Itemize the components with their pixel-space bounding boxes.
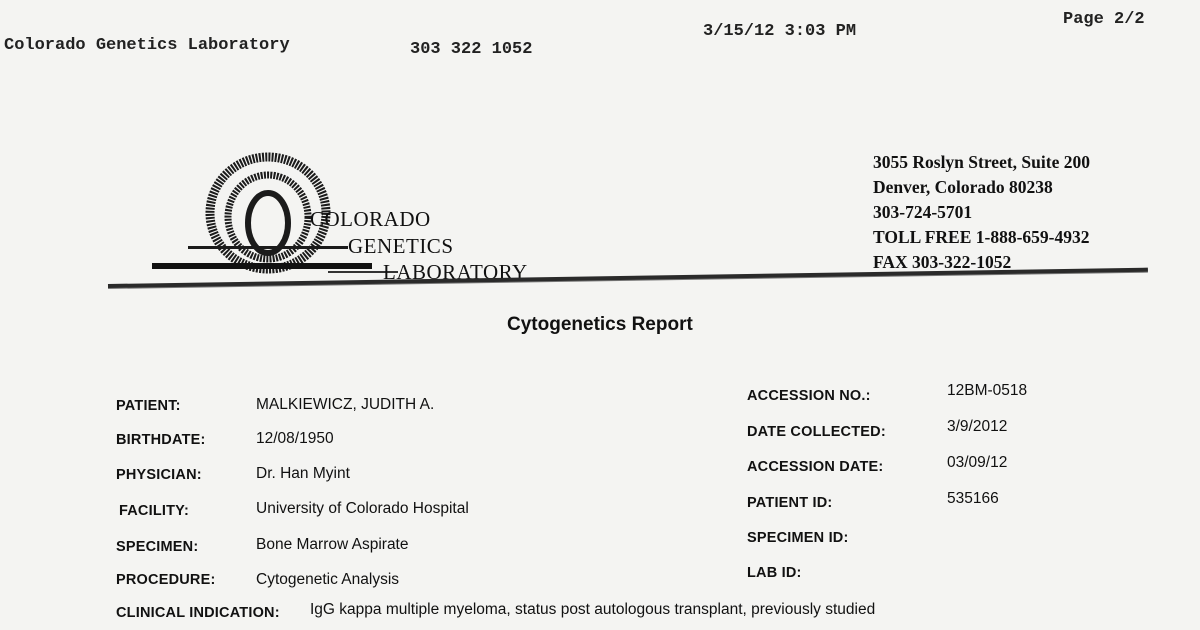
physician-label: PHYSICIAN: xyxy=(116,467,202,483)
address-city: Denver, Colorado 80238 xyxy=(873,177,1053,197)
fax-sender: Colorado Genetics Laboratory xyxy=(4,36,290,55)
address-phone: 303-724-5701 xyxy=(873,202,973,222)
fax-phone: 303 322 1052 xyxy=(410,40,533,59)
lab-address xyxy=(873,150,1090,275)
facility-value: University of Colorado Hospital xyxy=(256,500,469,517)
logo-text-colorado: COLORADO xyxy=(310,207,431,231)
accession-no-value: 12BM-0518 xyxy=(947,382,1028,399)
date-collected-label: DATE COLLECTED: xyxy=(747,424,886,440)
accession-no-label: ACCESSION NO.: xyxy=(747,388,871,404)
birthdate-value: 12/08/1950 xyxy=(256,430,334,447)
specimen-label: SPECIMEN: xyxy=(116,539,199,555)
clinical-indication-label: CLINICAL INDICATION: xyxy=(116,605,280,621)
lab-id-label: LAB ID: xyxy=(747,565,802,581)
patient-label: PATIENT: xyxy=(116,398,181,414)
birthdate-label: BIRTHDATE: xyxy=(116,432,206,448)
logo-text-genetics: GENETICS xyxy=(348,234,454,258)
facility-label: FACILITY: xyxy=(119,503,189,519)
address-toll-free: TOLL FREE 1-888-659-4932 xyxy=(873,227,1090,247)
specimen-id-label: SPECIMEN ID: xyxy=(747,530,849,546)
fax-page-number: Page 2/2 xyxy=(1063,10,1145,29)
patient-value: MALKIEWICZ, JUDITH A. xyxy=(256,396,435,413)
procedure-label: PROCEDURE: xyxy=(116,572,216,588)
fax-header xyxy=(0,0,1200,70)
address-fax: FAX 303-322-1052 xyxy=(873,252,1012,272)
physician-value: Dr. Han Myint xyxy=(256,465,350,482)
patient-id-value: 535166 xyxy=(947,490,999,507)
date-collected-value: 3/9/2012 xyxy=(947,418,1008,435)
patient-id-label: PATIENT ID: xyxy=(747,495,833,511)
accession-date-label: ACCESSION DATE: xyxy=(747,459,884,475)
specimen-value: Bone Marrow Aspirate xyxy=(256,536,409,553)
clinical-indication-value: IgG kappa multiple myeloma, status post autologous transplant, previously studied xyxy=(310,601,876,618)
fax-datetime: 3/15/12 3:03 PM xyxy=(703,22,857,41)
procedure-value: Cytogenetic Analysis xyxy=(256,571,400,588)
accession-date-value: 03/09/12 xyxy=(947,454,1008,471)
report-title: Cytogenetics Report xyxy=(507,314,693,335)
logo-text-laboratory: LABORATORY xyxy=(383,260,528,284)
address-street: 3055 Roslyn Street, Suite 200 xyxy=(873,152,1090,172)
